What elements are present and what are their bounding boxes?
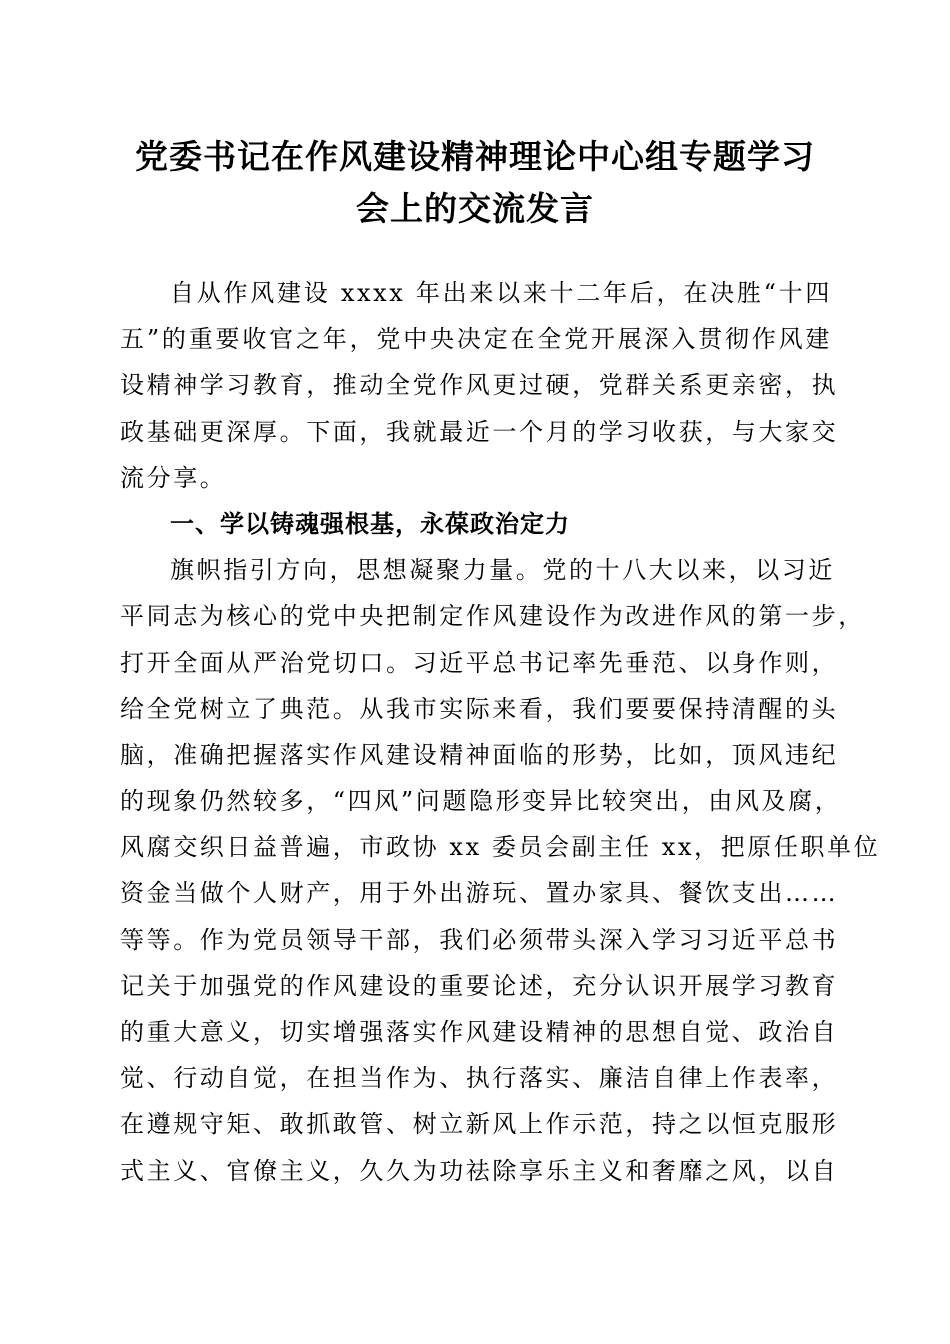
document-title [100,131,850,235]
paragraph-line: 脑，准确把握落实作风建设精神面临的形势，比如，顶风违纪 [120,740,839,769]
paragraph-line: 给全党树立了典范。从我市实际来看，我们要要保持清醒的头 [120,694,839,723]
paragraph-line: 政基础更深厚。下面，我就最近一个月的学习收获，与大家交 [120,417,839,446]
title-line-1: 党委书记在作风建设精神理论中心组专题学习 [135,137,815,176]
paragraph-line: 的重大意义，切实增强落实作风建设精神的思想自觉、政治自 [120,1018,839,1046]
paragraph-line: 平同志为核心的党中央把制定作风建设作为改进作风的第一步， [120,602,865,631]
title-line-2: 会上的交流发言 [356,189,594,228]
paragraph-intro [120,270,839,501]
paragraph-line: 流分享。 [120,463,227,492]
paragraph-line: 等等。作为党员领导干部，我们必须带头深入学习习近平总书 [120,925,839,954]
paragraph-line: 式主义、官僚主义，久久为功祛除享乐主义和奢靡之风，以自 [120,1156,839,1185]
paragraph-section-1 [120,547,881,1194]
paragraph-line: 自从作风建设 xxxx 年出来以来十二年后，在决胜“十四 [170,279,832,307]
paragraph-line: 资金当做个人财产，用于外出游玩、置办家具、餐饮支出…… [120,879,839,908]
paragraph-line: 旗帜指引方向，思想凝聚力量。党的十八大以来，以习近 [170,556,835,585]
paragraph-line: 觉、行动自觉，在担当作为、执行落实、廉洁自律上作表率， [120,1064,839,1093]
paragraph-line: 设精神学习教育，推动全党作风更过硬，党群关系更亲密，执 [120,371,839,400]
section-heading-1: 一、学以铸魂强根基，永葆政治定力 [170,509,570,538]
paragraph-line: 在遵规守矩、敢抓敢管、树立新风上作示范，持之以恒克服形 [120,1110,839,1139]
document-body [120,270,881,1194]
paragraph-line: 五”的重要收官之年，党中央决定在全党开展深入贯彻作风建 [120,325,832,354]
paragraph-line: 风腐交织日益普遍，市政协 xx 委员会副主任 xx，把原任职单位 [120,833,881,862]
paragraph-line: 的现象仍然较多，“四风”问题隐形变异比较突出，由风及腐， [120,787,842,816]
paragraph-line: 记关于加强党的作风建设的重要论述，充分认识开展学习教育 [120,971,839,1000]
paragraph-line: 打开全面从严治党切口。习近平总书记率先垂范、以身作则， [120,648,839,677]
